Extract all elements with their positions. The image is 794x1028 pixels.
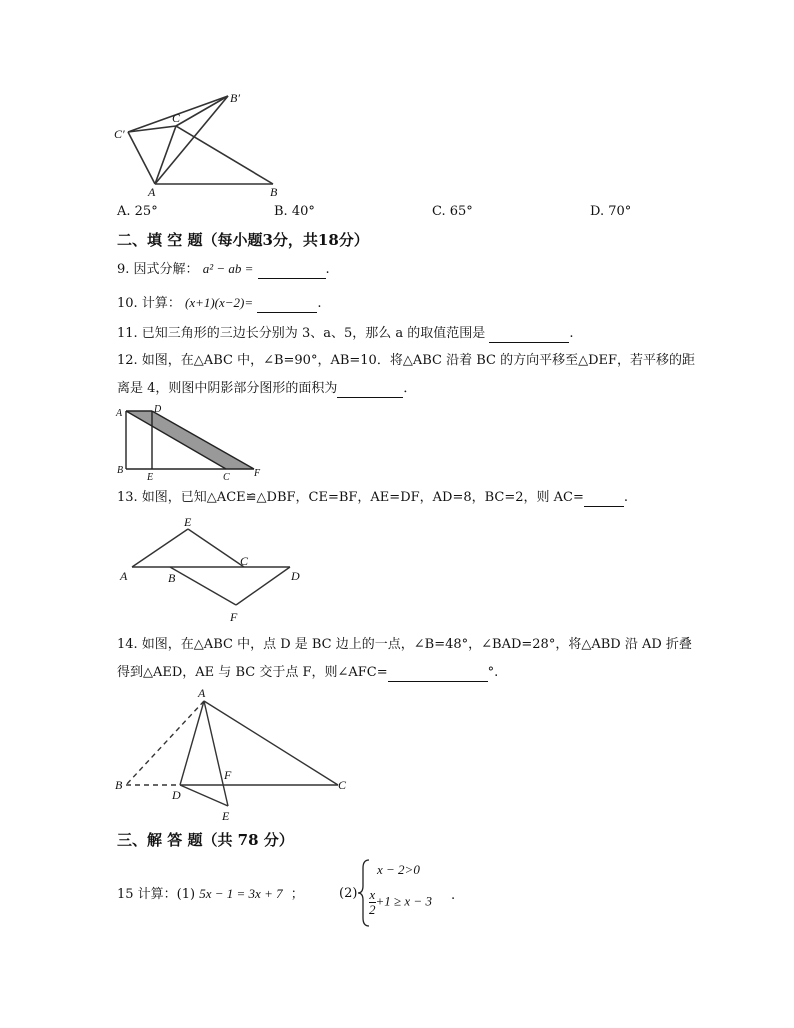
figure-rotation xyxy=(110,88,290,200)
option-b: B. 40° xyxy=(274,204,315,219)
q15-equation-1: 5x − 1 = 3x + 7 xyxy=(199,886,283,901)
q9-expression: a² − ab = xyxy=(202,261,254,276)
label-B: B xyxy=(270,185,278,199)
question-11: 11. 已知三角形的三边长分别为 3、a、5，那么 a 的取值范围是 . xyxy=(117,326,574,341)
label-B-prime: B′ xyxy=(230,91,240,105)
answer-blank-10[interactable] xyxy=(257,298,317,313)
option-c: C. 65° xyxy=(432,204,473,219)
label-C-prime: C′ xyxy=(114,127,125,141)
label-F: F xyxy=(224,768,232,782)
question-10: 10. 计算： (x+1)(x−2)= . xyxy=(117,295,322,311)
figure-14-fold xyxy=(112,685,352,823)
label-C: C xyxy=(172,111,181,125)
q15-period: . xyxy=(451,888,456,903)
label-A: A xyxy=(116,408,123,419)
question-15-part-1: 15 计算：(1) 5x − 1 = 3x + 7 ； xyxy=(117,886,304,902)
question-14-line-1: 14. 如图，在△ABC 中，点 D 是 BC 边上的一点，∠B=48°，∠BAD=28°，将△ABD 沿 AD 折叠 xyxy=(117,637,692,652)
label-E: E xyxy=(222,809,230,823)
option-a: A. 25° xyxy=(117,204,158,219)
label-A: A xyxy=(198,686,206,700)
answer-blank-12[interactable] xyxy=(337,383,403,398)
label-D: D xyxy=(154,404,162,415)
label-E: E xyxy=(147,472,154,483)
question-12-line-2: 离是 4，则图中阴影部分图形的面积为 ． xyxy=(117,381,417,396)
label-D: D xyxy=(172,788,181,802)
q15-inequality-2: $\frac{x}{2}$ +1 ≥ x − 3 xyxy=(369,887,432,917)
question-13: 13. 如图，已知△ACE≌△DBF，CE=BF，AE=DF，AD=8，BC=2，则 AC= . xyxy=(117,490,629,505)
question-12-line-1: 12. 如图，在△ABC 中，∠B=90°，AB=10．将△ABC 沿着 BC 的方向平移至△DEF，若平移的距 xyxy=(117,353,696,368)
label-B: B xyxy=(115,778,123,792)
label-B: B xyxy=(117,465,124,476)
label-B: B xyxy=(168,571,176,585)
figure-13-congruent xyxy=(112,512,312,624)
answer-blank-13[interactable] xyxy=(584,492,624,507)
q15-part-2-label: (2) xyxy=(339,886,358,901)
label-A: A xyxy=(120,569,128,583)
label-C: C xyxy=(240,554,249,568)
answer-blank-14[interactable] xyxy=(388,667,488,682)
q10-expression: (x+1)(x−2)= xyxy=(184,295,254,310)
section-2-title: 二、填 空 题（每小题3分，共18分） xyxy=(117,231,369,249)
label-A: A xyxy=(148,185,156,199)
section-3-title: 三、解 答 题（共 78 分） xyxy=(117,831,294,849)
label-F: F xyxy=(254,468,261,479)
q15-inequality-1: x − 2>0 xyxy=(377,862,420,877)
answer-blank-9[interactable] xyxy=(258,264,326,279)
answer-blank-11[interactable] xyxy=(489,328,569,343)
label-C: C xyxy=(223,472,230,483)
option-d: D. 70° xyxy=(590,204,632,219)
label-C: C xyxy=(338,778,347,792)
label-D: D xyxy=(291,569,300,583)
figure-12-translation xyxy=(112,402,272,482)
label-E: E xyxy=(184,515,192,529)
label-F: F xyxy=(230,610,238,624)
question-14-line-2: 得到△AED，AE 与 BC 交于点 F，则∠AFC= °. xyxy=(117,665,499,680)
question-9: 9. 因式分解： a² − ab = . xyxy=(117,261,330,277)
